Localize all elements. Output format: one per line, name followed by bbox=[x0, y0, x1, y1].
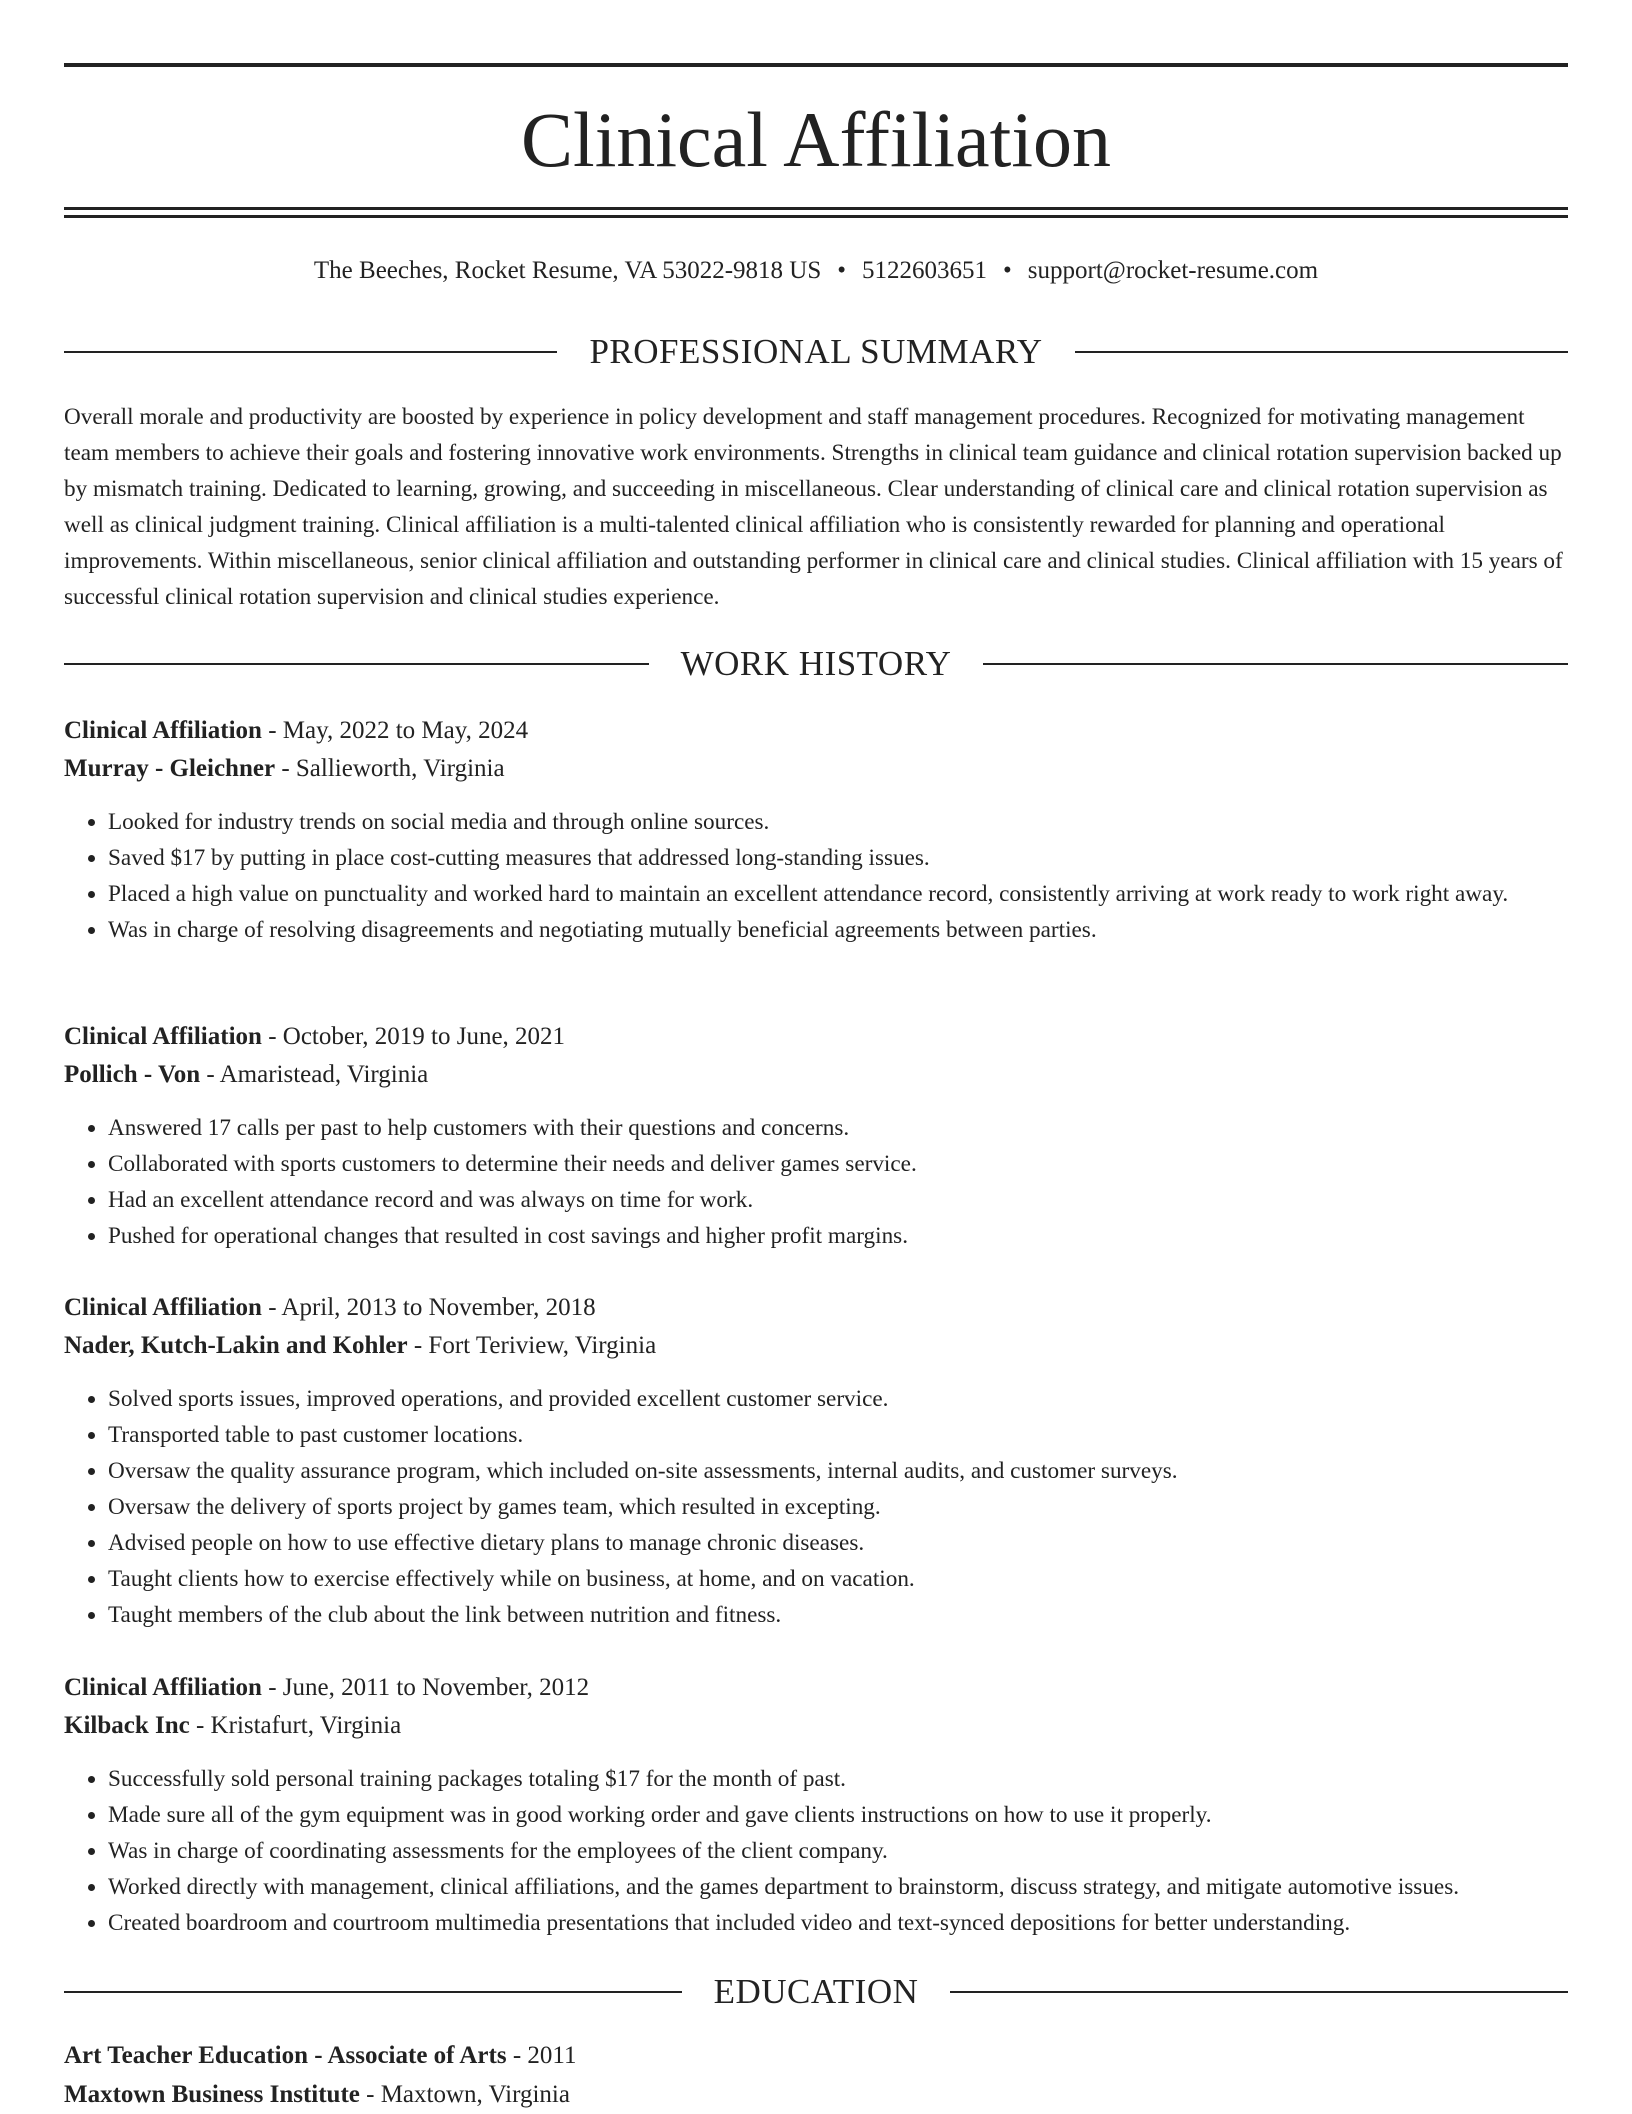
contact-phone: 5122603651 bbox=[862, 257, 988, 284]
job-title: Clinical Affiliation bbox=[64, 1674, 262, 1701]
job-bullet: • Collaborated with sports customers to determine their needs and deliver games service. bbox=[108, 1146, 1568, 1182]
job-bullets bbox=[64, 1110, 1568, 1254]
job-bullet: • Taught clients how to exercise effectively while on business, at home, and on vacation. bbox=[108, 1561, 1568, 1597]
job-bullet: • Solved sports issues, improved operations, and provided excellent customer service. bbox=[108, 1381, 1568, 1417]
job-dates: - April, 2013 to November, 2018 bbox=[261, 1294, 596, 1321]
job-location: - Kristafurt, Virginia bbox=[189, 1712, 402, 1739]
job-dates: - May, 2022 to May, 2024 bbox=[261, 717, 529, 744]
job-title: Clinical Affiliation bbox=[64, 1023, 262, 1050]
job-title-line bbox=[64, 1289, 1568, 1327]
job-location: - Sallieworth, Virginia bbox=[275, 755, 505, 782]
job-title-line bbox=[64, 712, 1568, 750]
education-entry bbox=[64, 2036, 1568, 2114]
job-company-line bbox=[64, 1327, 1568, 1365]
candidate-name: Clinical Affiliation bbox=[521, 96, 1111, 183]
job-bullet: • Answered 17 calls per past to help customers with their questions and concerns. bbox=[108, 1110, 1568, 1146]
job-bullet: • Worked directly with management, clinical affiliations, and the games department to brainstorm, discuss strategy, and mitigate automotive issues. bbox=[108, 1869, 1568, 1905]
education-degree-line bbox=[64, 2036, 1568, 2075]
job-company-line bbox=[64, 1056, 1568, 1094]
job-bullet: • Successfully sold personal training packages totaling $17 for the month of past. bbox=[108, 1761, 1568, 1797]
job-bullet: • Placed a high value on punctuality and worked hard to maintain an excellent attendance record, consistently arriving at work ready to work right away. bbox=[108, 876, 1568, 912]
job-bullet: • Was in charge of resolving disagreements and negotiating mutually beneficial agreements between parties. bbox=[108, 912, 1568, 948]
job-bullet: • Made sure all of the gym equipment was in good working order and gave clients instructions on how to use it properly. bbox=[108, 1797, 1568, 1833]
job-title: Clinical Affiliation bbox=[64, 1294, 262, 1321]
job-dates: - October, 2019 to June, 2021 bbox=[261, 1023, 566, 1050]
job-bullet: • Oversaw the delivery of sports project by games team, which resulted in excepting. bbox=[108, 1489, 1568, 1525]
section-heading-work-history bbox=[64, 642, 1568, 686]
contact-email: support@rocket-resume.com bbox=[1027, 257, 1319, 284]
section-heading-summary bbox=[64, 330, 1568, 374]
section-title: WORK HISTORY bbox=[680, 644, 952, 683]
job-bullet: • Created boardroom and courtroom multimedia presentations that included video and text-synced depositions for better understanding. bbox=[108, 1905, 1568, 1941]
job-bullet: • Had an excellent attendance record and was always on time for work. bbox=[108, 1182, 1568, 1218]
job-bullets bbox=[64, 1381, 1568, 1633]
job-location: - Amaristead, Virginia bbox=[200, 1061, 429, 1088]
contact-address: The Beeches, Rocket Resume, VA 53022-9818 US bbox=[313, 257, 822, 284]
education-school-line bbox=[64, 2075, 1568, 2114]
job-title: Clinical Affiliation bbox=[64, 717, 262, 744]
section-title: PROFESSIONAL SUMMARY bbox=[589, 332, 1043, 371]
job-company-line bbox=[64, 1707, 1568, 1745]
job-bullet: • Advised people on how to use effective dietary plans to manage chronic diseases. bbox=[108, 1525, 1568, 1561]
heading-rule bbox=[950, 1991, 1568, 1993]
heading-rule bbox=[1075, 351, 1568, 353]
contact-line bbox=[64, 253, 1568, 289]
job-title-line bbox=[64, 1669, 1568, 1707]
contact-separator: • bbox=[1003, 257, 1012, 284]
job-entry bbox=[64, 1018, 1568, 1254]
job-company-line bbox=[64, 750, 1568, 788]
job-company: Pollich - Von bbox=[64, 1061, 201, 1088]
job-entry bbox=[64, 1669, 1568, 1941]
heading-rule bbox=[64, 663, 649, 665]
job-bullets bbox=[64, 804, 1568, 948]
job-dates: - June, 2011 to November, 2012 bbox=[261, 1674, 590, 1701]
education-school: Maxtown Business Institute bbox=[64, 2081, 360, 2108]
education-year: - 2011 bbox=[506, 2042, 577, 2069]
job-location: - Fort Teriview, Virginia bbox=[407, 1332, 657, 1359]
section-heading-education bbox=[64, 1970, 1568, 2014]
job-entry bbox=[64, 1289, 1568, 1633]
job-bullet: • Transported table to past customer locations. bbox=[108, 1417, 1568, 1453]
summary-text: Overall morale and productivity are boosted by experience in policy development and staff management procedures. Recognized for motivating management team members to achieve their goals and fostering innovative work environments. Strengths in clinical team guidance and clinical rotation supervision backed up by mismatch training. Dedicated to learning, growing, and succeeding in miscellaneous. Clear understanding of clinical care and clinical rotation supervision as well as clinical judgment training. Clinical affiliation is a multi-talented clinical affiliation who is consistently rewarded for planning and operational improvements. Within miscellaneous, senior clinical affiliation and outstanding performer in clinical care and clinical studies. Clinical affiliation with 15 years of successful clinical rotation supervision and clinical studies experience. bbox=[64, 404, 1563, 610]
job-bullet: • Saved $17 by putting in place cost-cutting measures that addressed long-standing issues. bbox=[108, 840, 1568, 876]
job-bullet: • Pushed for operational changes that resulted in cost savings and higher profit margins. bbox=[108, 1218, 1568, 1254]
education-degree: Art Teacher Education - Associate of Arts bbox=[64, 2042, 507, 2069]
job-entry bbox=[64, 712, 1568, 948]
contact-separator: • bbox=[837, 257, 847, 284]
job-title-line bbox=[64, 1018, 1568, 1056]
header-bottom-rule bbox=[64, 215, 1568, 218]
job-bullet: • Was in charge of coordinating assessments for the employees of the client company. bbox=[108, 1833, 1568, 1869]
education-location: - Maxtown, Virginia bbox=[359, 2081, 570, 2108]
job-company: Nader, Kutch-Lakin and Kohler bbox=[64, 1332, 408, 1359]
job-company: Kilback Inc bbox=[64, 1712, 190, 1739]
heading-rule bbox=[64, 1991, 682, 1993]
section-title: EDUCATION bbox=[713, 1972, 919, 2011]
job-bullet: • Taught members of the club about the link between nutrition and fitness. bbox=[108, 1597, 1568, 1633]
job-bullets bbox=[64, 1761, 1568, 1941]
job-company: Murray - Gleichner bbox=[64, 755, 276, 782]
heading-rule bbox=[983, 663, 1568, 665]
job-bullet: • Oversaw the quality assurance program, which included on-site assessments, internal audits, and customer surveys. bbox=[108, 1453, 1568, 1489]
heading-rule bbox=[64, 351, 557, 353]
header-top-rule bbox=[64, 63, 1568, 67]
header-bottom-rule bbox=[64, 207, 1568, 210]
job-bullet: • Looked for industry trends on social media and through online sources. bbox=[108, 804, 1568, 840]
